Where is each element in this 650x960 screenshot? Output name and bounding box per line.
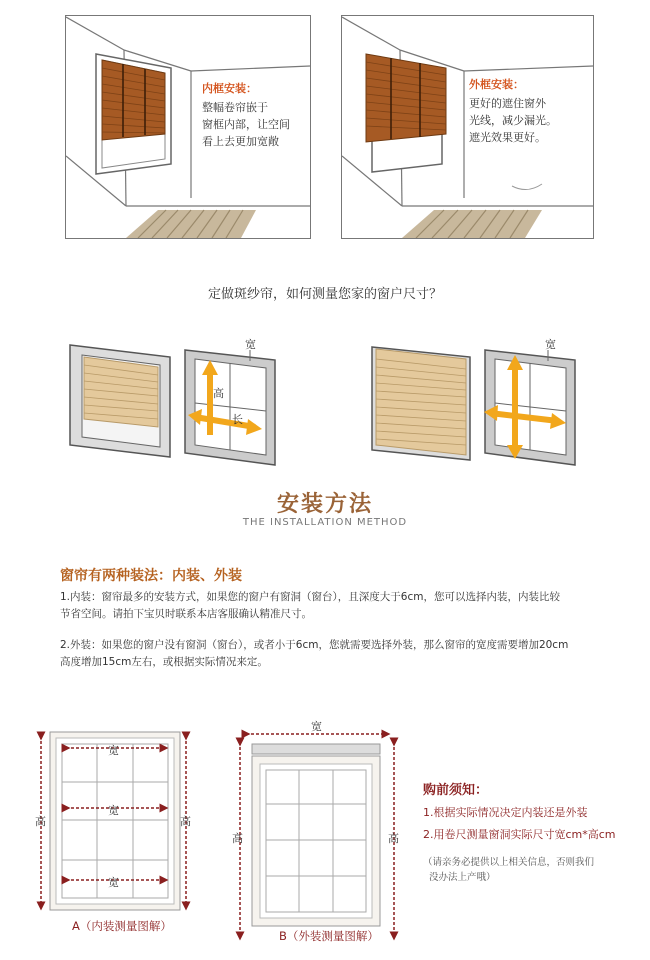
methods-title: 窗帘有两种装法：内装、外装 [60,568,242,584]
outer-install-line: 更好的遮住窗外 [469,97,546,110]
diagram-measure-right [484,350,575,465]
inner-install-title: 内框安装： [202,82,257,95]
inner-install-line: 看上去更加宽敞 [202,135,279,148]
notice-note [423,855,594,885]
method-outer-line: 2.外装：如果您的窗户没有窗洞（窗台），或者小于6cm，您就需要选择外装，那么窗帘的宽度需要增加20cm [60,639,569,651]
notice-item: 1.根据实际情况决定内装还是外装 [423,806,588,819]
notice-item: 2.用卷尺测量窗洞实际尺寸宽cm*高cm [423,828,616,841]
a-width-label: 宽 [108,804,119,817]
b-height-label: 高 [388,832,399,845]
notice-items [423,802,616,846]
a-width-label: 宽 [108,744,119,757]
section-heading: 安装方法 [276,492,373,517]
outer-install-desc [469,95,557,146]
method-outer-line: 高度增加15cm左右，或根据实际情况来定。 [60,656,268,668]
inner-install-line: 窗框内部，让空间 [202,118,290,131]
inner-install-line: 整幅卷帘嵌于 [202,101,268,114]
notice-note-line: 没办法上产哦） [429,872,496,883]
outer-install-line: 光线，减少漏光。 [469,114,557,127]
diagram-blind-left [70,345,170,457]
outer-install-panel [341,15,594,239]
diagram-b-window [252,744,380,926]
inner-install-panel [65,15,311,239]
notice-title: 购前须知： [423,783,489,798]
section-subheading: THE INSTALLATION METHOD [242,517,408,528]
diagram-width-label-right: 宽 [545,338,556,351]
measure-question: 定做斑纱帘，如何测量您家的窗户尺寸？ [207,287,442,302]
method-inner [60,589,630,623]
window-diagrams [0,335,650,470]
method-inner-line: 1.内装：窗帘最多的安装方式，如果您的窗户有窗洞（窗台），且深度大于6cm，您可以选择内装，内装比较 [60,591,560,603]
diagram-length-label: 长 [232,413,243,426]
method-outer [60,637,630,671]
a-height-label: 高 [35,815,46,828]
diagram-width-label: 宽 [245,338,256,351]
inner-install-desc [202,99,290,150]
b-height-label: 高 [232,832,243,845]
notice-note-line: （请亲务必提供以上相关信息，否则我们 [423,857,595,868]
caption-a: A（内装测量图解） [72,919,172,933]
outer-install-line: 遮光效果更好。 [469,131,546,144]
diagram-height-label: 高 [213,387,224,400]
diagram-measure-left [185,350,275,465]
b-width-label: 宽 [311,720,322,733]
caption-b: B（外装测量图解） [279,929,379,943]
method-inner-line: 节省空间。请拍下宝贝时联系本店客服确认精准尺寸。 [60,608,312,620]
a-height-label: 高 [180,815,191,828]
diagram-blind-right [372,347,470,460]
outer-install-title: 外框安装： [469,78,524,91]
a-width-label: 宽 [108,876,119,889]
